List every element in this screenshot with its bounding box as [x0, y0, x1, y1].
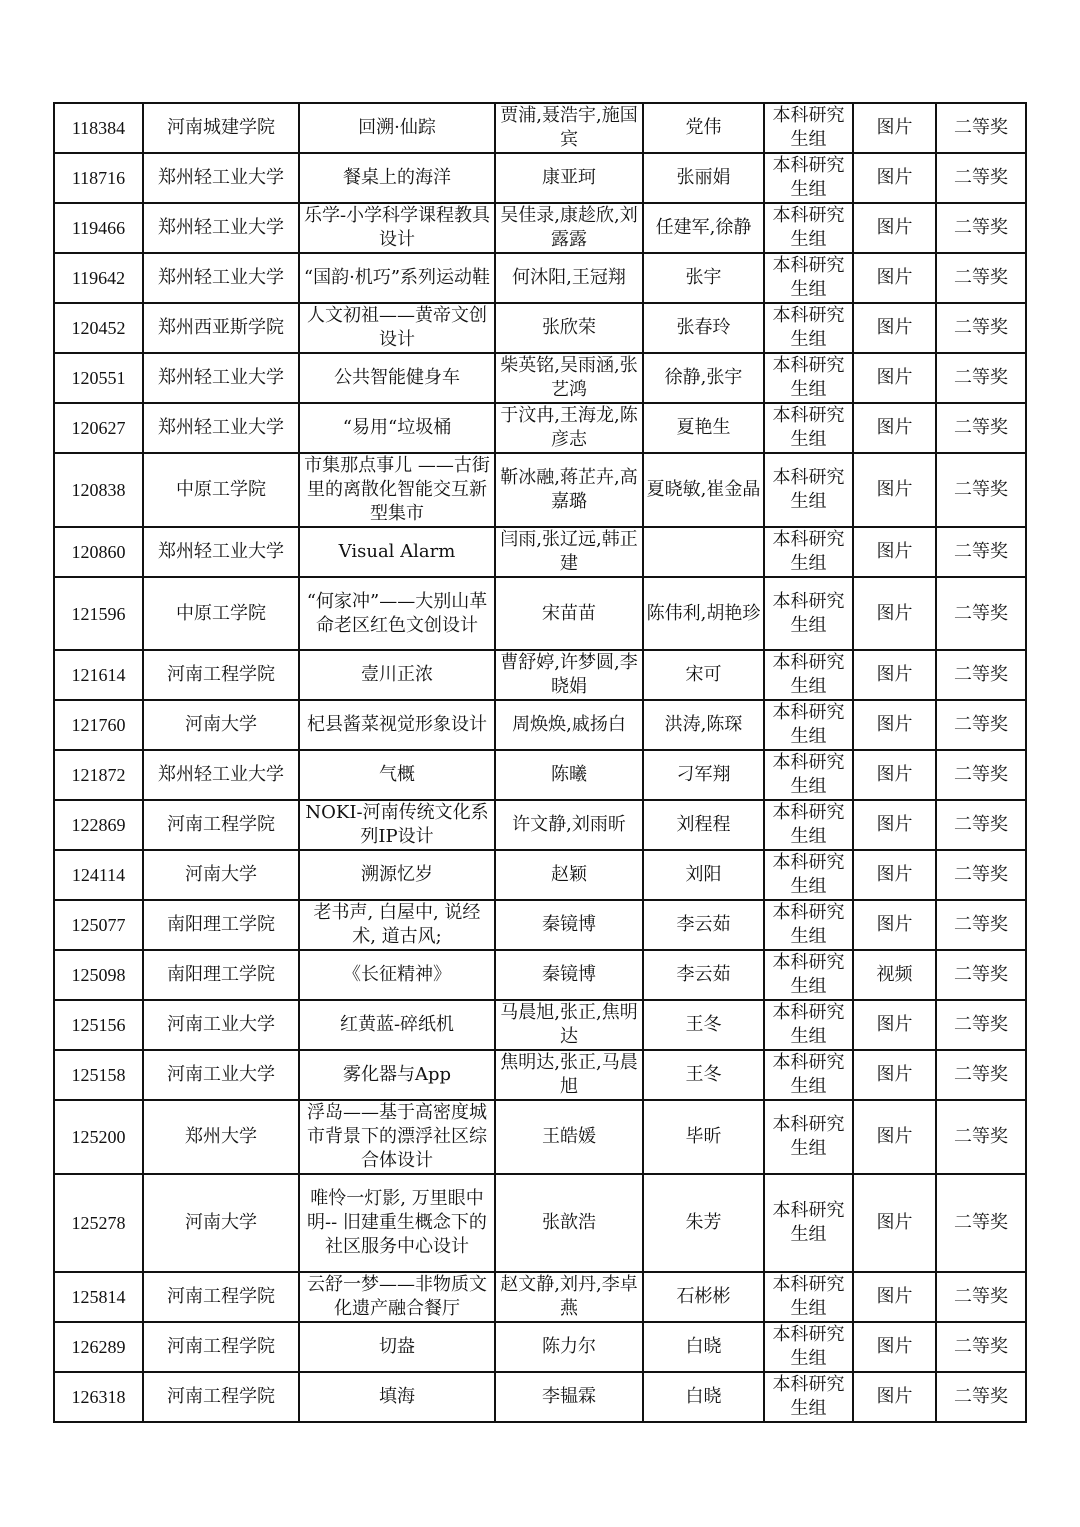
school-cell: 河南工程学院	[143, 1272, 299, 1322]
type-cell: 图片	[853, 153, 936, 203]
advisor-cell: 白晓	[643, 1372, 764, 1422]
work-title-cell: 《长征精神》	[299, 950, 495, 1000]
table-row	[54, 353, 1026, 403]
table-row	[54, 650, 1026, 700]
type-cell: 图片	[853, 1372, 936, 1422]
group-cell: 本科研究生组	[764, 203, 853, 253]
award-cell: 二等奖	[936, 750, 1026, 800]
entry-id-cell: 121760	[54, 700, 143, 750]
table-row	[54, 800, 1026, 850]
type-cell: 图片	[853, 577, 936, 650]
school-cell: 河南城建学院	[143, 103, 299, 153]
award-cell: 二等奖	[936, 1050, 1026, 1100]
type-cell: 图片	[853, 453, 936, 527]
school-cell: 郑州西亚斯学院	[143, 303, 299, 353]
school-cell: 中原工学院	[143, 453, 299, 527]
type-cell: 图片	[853, 403, 936, 453]
table-row	[54, 403, 1026, 453]
entry-id-cell: 118716	[54, 153, 143, 203]
type-cell: 图片	[853, 850, 936, 900]
advisor-cell: 刘程程	[643, 800, 764, 850]
table-row	[54, 700, 1026, 750]
school-cell: 河南工程学院	[143, 1372, 299, 1422]
entry-id-cell: 125158	[54, 1050, 143, 1100]
work-title-cell: “国韵·机巧”系列运动鞋	[299, 253, 495, 303]
authors-cell: 柴英铭,吴雨涵,张艺鸿	[495, 353, 643, 403]
authors-cell: 秦镜博	[495, 950, 643, 1000]
authors-cell: 李韫霖	[495, 1372, 643, 1422]
authors-cell: 何沐阳,王冠翔	[495, 253, 643, 303]
award-cell: 二等奖	[936, 303, 1026, 353]
entry-id-cell: 122869	[54, 800, 143, 850]
authors-cell: 宋苗苗	[495, 577, 643, 650]
work-title-cell: 老书声, 白屋中, 说经术, 道古风;	[299, 900, 495, 950]
table-row	[54, 453, 1026, 527]
table-row	[54, 203, 1026, 253]
advisor-cell: 刁军翔	[643, 750, 764, 800]
type-cell: 图片	[853, 527, 936, 577]
advisor-cell: 夏艳生	[643, 403, 764, 453]
entry-id-cell: 125814	[54, 1272, 143, 1322]
award-cell: 二等奖	[936, 527, 1026, 577]
school-cell: 郑州轻工业大学	[143, 253, 299, 303]
table-row	[54, 303, 1026, 353]
advisor-cell: 张宇	[643, 253, 764, 303]
type-cell: 图片	[853, 103, 936, 153]
work-title-cell: 唯怜一灯影, 万里眼中明-- 旧建重生概念下的社区服务中心设计	[299, 1174, 495, 1272]
authors-cell: 张歆浩	[495, 1174, 643, 1272]
school-cell: 河南大学	[143, 1174, 299, 1272]
advisor-cell: 白晓	[643, 1322, 764, 1372]
group-cell: 本科研究生组	[764, 453, 853, 527]
group-cell: 本科研究生组	[764, 700, 853, 750]
work-title-cell: 切盎	[299, 1322, 495, 1372]
advisor-cell: 张春玲	[643, 303, 764, 353]
table-row	[54, 103, 1026, 153]
work-title-cell: 乐学-小学科学课程教具设计	[299, 203, 495, 253]
authors-cell: 赵颖	[495, 850, 643, 900]
authors-cell: 张欣荣	[495, 303, 643, 353]
entry-id-cell: 126289	[54, 1322, 143, 1372]
type-cell: 图片	[853, 253, 936, 303]
type-cell: 图片	[853, 650, 936, 700]
school-cell: 郑州轻工业大学	[143, 153, 299, 203]
type-cell: 图片	[853, 750, 936, 800]
table-row	[54, 1322, 1026, 1372]
authors-cell: 贾浦,聂浩宇,施国宾	[495, 103, 643, 153]
entry-id-cell: 120627	[54, 403, 143, 453]
type-cell: 图片	[853, 1000, 936, 1050]
authors-cell: 王皓媛	[495, 1100, 643, 1174]
authors-cell: 赵文静,刘丹,李卓燕	[495, 1272, 643, 1322]
work-title-cell: 餐桌上的海洋	[299, 153, 495, 203]
advisor-cell: 洪涛,陈琛	[643, 700, 764, 750]
advisor-cell: 王冬	[643, 1050, 764, 1100]
award-cell: 二等奖	[936, 650, 1026, 700]
group-cell: 本科研究生组	[764, 950, 853, 1000]
awards-table	[53, 102, 1027, 1423]
group-cell: 本科研究生组	[764, 1050, 853, 1100]
group-cell: 本科研究生组	[764, 1322, 853, 1372]
authors-cell: 靳冰融,蒋芷卉,高嘉璐	[495, 453, 643, 527]
table-row	[54, 577, 1026, 650]
advisor-cell: 刘阳	[643, 850, 764, 900]
award-cell: 二等奖	[936, 453, 1026, 527]
advisor-cell: 王冬	[643, 1000, 764, 1050]
work-title-cell: 人文初祖——黄帝文创设计	[299, 303, 495, 353]
table-row	[54, 1372, 1026, 1422]
work-title-cell: 回溯·仙踪	[299, 103, 495, 153]
school-cell: 南阳理工学院	[143, 900, 299, 950]
work-title-cell: “易用“垃圾桶	[299, 403, 495, 453]
advisor-cell: 徐静,张宇	[643, 353, 764, 403]
school-cell: 郑州轻工业大学	[143, 750, 299, 800]
group-cell: 本科研究生组	[764, 103, 853, 153]
type-cell: 图片	[853, 900, 936, 950]
entry-id-cell: 125200	[54, 1100, 143, 1174]
advisor-cell: 李云茹	[643, 900, 764, 950]
award-cell: 二等奖	[936, 1372, 1026, 1422]
type-cell: 图片	[853, 1100, 936, 1174]
group-cell: 本科研究生组	[764, 800, 853, 850]
school-cell: 河南大学	[143, 850, 299, 900]
award-cell: 二等奖	[936, 577, 1026, 650]
award-cell: 二等奖	[936, 800, 1026, 850]
awards-table-body	[54, 103, 1026, 1422]
award-cell: 二等奖	[936, 850, 1026, 900]
entry-id-cell: 120838	[54, 453, 143, 527]
school-cell: 郑州轻工业大学	[143, 527, 299, 577]
work-title-cell: Visual Alarm	[299, 527, 495, 577]
authors-cell: 周焕焕,戚扬白	[495, 700, 643, 750]
award-cell: 二等奖	[936, 1174, 1026, 1272]
table-row	[54, 253, 1026, 303]
school-cell: 南阳理工学院	[143, 950, 299, 1000]
group-cell: 本科研究生组	[764, 353, 853, 403]
group-cell: 本科研究生组	[764, 403, 853, 453]
award-cell: 二等奖	[936, 900, 1026, 950]
award-cell: 二等奖	[936, 203, 1026, 253]
advisor-cell: 李云茹	[643, 950, 764, 1000]
group-cell: 本科研究生组	[764, 303, 853, 353]
group-cell: 本科研究生组	[764, 1372, 853, 1422]
work-title-cell: 壹川正浓	[299, 650, 495, 700]
table-row	[54, 950, 1026, 1000]
school-cell: 郑州轻工业大学	[143, 403, 299, 453]
award-cell: 二等奖	[936, 403, 1026, 453]
award-cell: 二等奖	[936, 253, 1026, 303]
entry-id-cell: 125156	[54, 1000, 143, 1050]
authors-cell: 康亚珂	[495, 153, 643, 203]
work-title-cell: 气概	[299, 750, 495, 800]
type-cell: 图片	[853, 353, 936, 403]
table-row	[54, 153, 1026, 203]
entry-id-cell: 119466	[54, 203, 143, 253]
award-cell: 二等奖	[936, 950, 1026, 1000]
school-cell: 中原工学院	[143, 577, 299, 650]
award-cell: 二等奖	[936, 103, 1026, 153]
school-cell: 郑州轻工业大学	[143, 353, 299, 403]
entry-id-cell: 119642	[54, 253, 143, 303]
authors-cell: 许文静,刘雨昕	[495, 800, 643, 850]
type-cell: 图片	[853, 800, 936, 850]
table-row	[54, 1050, 1026, 1100]
group-cell: 本科研究生组	[764, 650, 853, 700]
group-cell: 本科研究生组	[764, 577, 853, 650]
advisor-cell: 宋可	[643, 650, 764, 700]
advisor-cell: 张丽娟	[643, 153, 764, 203]
table-row	[54, 900, 1026, 950]
work-title-cell: 市集那点事儿 ——古街里的离散化智能交互新型集市	[299, 453, 495, 527]
award-cell: 二等奖	[936, 1272, 1026, 1322]
advisor-cell: 陈伟利,胡艳珍	[643, 577, 764, 650]
award-cell: 二等奖	[936, 353, 1026, 403]
entry-id-cell: 118384	[54, 103, 143, 153]
group-cell: 本科研究生组	[764, 253, 853, 303]
work-title-cell: 填海	[299, 1372, 495, 1422]
advisor-cell: 朱芳	[643, 1174, 764, 1272]
group-cell: 本科研究生组	[764, 1000, 853, 1050]
table-row	[54, 1000, 1026, 1050]
advisor-cell: 夏晓敏,崔金晶	[643, 453, 764, 527]
group-cell: 本科研究生组	[764, 750, 853, 800]
work-title-cell: 雾化器与App	[299, 1050, 495, 1100]
group-cell: 本科研究生组	[764, 850, 853, 900]
table-row	[54, 1100, 1026, 1174]
school-cell: 河南工程学院	[143, 800, 299, 850]
advisor-cell: 毕昕	[643, 1100, 764, 1174]
authors-cell: 闫雨,张辽远,韩正建	[495, 527, 643, 577]
advisor-cell: 石彬彬	[643, 1272, 764, 1322]
entry-id-cell: 125077	[54, 900, 143, 950]
work-title-cell: 溯源忆岁	[299, 850, 495, 900]
authors-cell: 陈曦	[495, 750, 643, 800]
work-title-cell: NOKI-河南传统文化系列IP设计	[299, 800, 495, 850]
authors-cell: 焦明达,张正,马晨旭	[495, 1050, 643, 1100]
work-title-cell: 红黄蓝-碎纸机	[299, 1000, 495, 1050]
advisor-cell: 任建军,徐静	[643, 203, 764, 253]
group-cell: 本科研究生组	[764, 1174, 853, 1272]
table-row	[54, 850, 1026, 900]
group-cell: 本科研究生组	[764, 1100, 853, 1174]
type-cell: 图片	[853, 1322, 936, 1372]
entry-id-cell: 125098	[54, 950, 143, 1000]
work-title-cell: 浮岛——基于高密度城市背景下的漂浮社区综合体设计	[299, 1100, 495, 1174]
work-title-cell: 杞县酱菜视觉形象设计	[299, 700, 495, 750]
school-cell: 郑州轻工业大学	[143, 203, 299, 253]
award-cell: 二等奖	[936, 1322, 1026, 1372]
advisor-cell	[643, 527, 764, 577]
award-cell: 二等奖	[936, 153, 1026, 203]
type-cell: 图片	[853, 1174, 936, 1272]
entry-id-cell: 126318	[54, 1372, 143, 1422]
entry-id-cell: 121614	[54, 650, 143, 700]
type-cell: 图片	[853, 303, 936, 353]
table-row	[54, 1272, 1026, 1322]
entry-id-cell: 120860	[54, 527, 143, 577]
entry-id-cell: 121596	[54, 577, 143, 650]
award-cell: 二等奖	[936, 700, 1026, 750]
authors-cell: 陈力尔	[495, 1322, 643, 1372]
award-cell: 二等奖	[936, 1000, 1026, 1050]
school-cell: 郑州大学	[143, 1100, 299, 1174]
school-cell: 河南工程学院	[143, 1322, 299, 1372]
type-cell: 图片	[853, 1272, 936, 1322]
award-cell: 二等奖	[936, 1100, 1026, 1174]
table-row	[54, 527, 1026, 577]
group-cell: 本科研究生组	[764, 900, 853, 950]
school-cell: 河南工业大学	[143, 1050, 299, 1100]
authors-cell: 于汶冉,王海龙,陈彦志	[495, 403, 643, 453]
work-title-cell: 公共智能健身车	[299, 353, 495, 403]
work-title-cell: “何家冲”——大别山革命老区红色文创设计	[299, 577, 495, 650]
type-cell: 图片	[853, 700, 936, 750]
entry-id-cell: 120551	[54, 353, 143, 403]
authors-cell: 曹舒婷,许梦圆,李晓娟	[495, 650, 643, 700]
authors-cell: 马晨旭,张正,焦明达	[495, 1000, 643, 1050]
type-cell: 图片	[853, 1050, 936, 1100]
type-cell: 视频	[853, 950, 936, 1000]
work-title-cell: 云舒一梦——非物质文化遗产融合餐厅	[299, 1272, 495, 1322]
group-cell: 本科研究生组	[764, 153, 853, 203]
school-cell: 河南工程学院	[143, 650, 299, 700]
group-cell: 本科研究生组	[764, 527, 853, 577]
authors-cell: 吴佳录,康趁欣,刘露露	[495, 203, 643, 253]
entry-id-cell: 125278	[54, 1174, 143, 1272]
entry-id-cell: 120452	[54, 303, 143, 353]
school-cell: 河南工业大学	[143, 1000, 299, 1050]
table-row	[54, 750, 1026, 800]
entry-id-cell: 121872	[54, 750, 143, 800]
table-row	[54, 1174, 1026, 1272]
entry-id-cell: 124114	[54, 850, 143, 900]
authors-cell: 秦镜博	[495, 900, 643, 950]
school-cell: 河南大学	[143, 700, 299, 750]
advisor-cell: 党伟	[643, 103, 764, 153]
type-cell: 图片	[853, 203, 936, 253]
group-cell: 本科研究生组	[764, 1272, 853, 1322]
